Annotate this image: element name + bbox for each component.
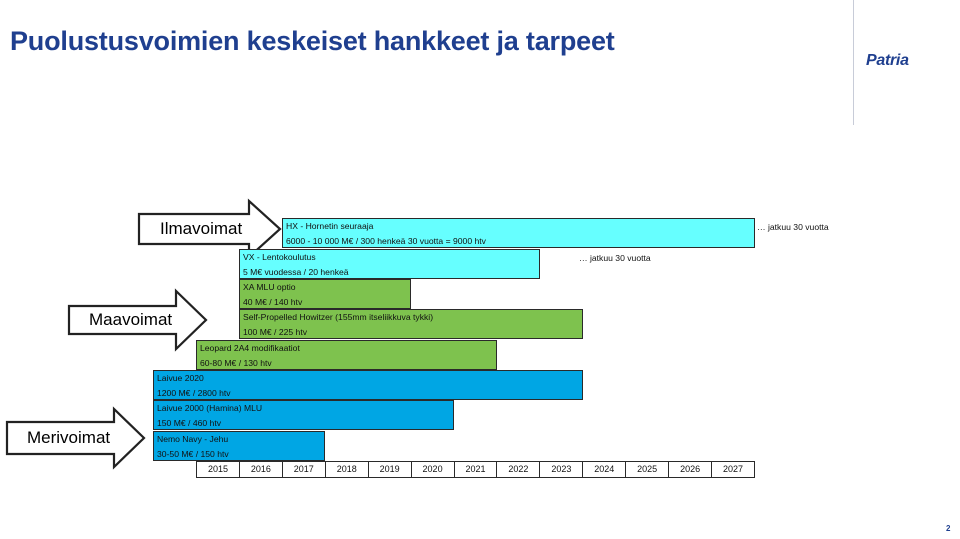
project-bar-vx xyxy=(239,249,540,279)
year-label: 2025 xyxy=(626,462,669,477)
project-bar-howitzer xyxy=(239,309,583,339)
project-name: XA MLU optio xyxy=(243,282,296,292)
project-bar-laivue-2020 xyxy=(153,370,583,400)
year-label: 2022 xyxy=(497,462,540,477)
year-label: 2023 xyxy=(540,462,583,477)
year-label: 2021 xyxy=(455,462,498,477)
project-bar-xa-mlu xyxy=(239,279,411,309)
project-details: 6000 - 10 000 M€ / 300 henkeä 30 vuotta = 9000 htv xyxy=(286,235,486,246)
project-details: 5 M€ vuodessa / 20 henkeä xyxy=(243,266,349,277)
project-bar-hx xyxy=(282,218,755,248)
project-name: Laivue 2020 xyxy=(157,373,204,383)
year-label: 2017 xyxy=(283,462,326,477)
page-number: 2 xyxy=(946,524,951,533)
project-details: 60-80 M€ / 130 htv xyxy=(200,357,272,368)
year-label: 2016 xyxy=(240,462,283,477)
patria-logo: Patria xyxy=(866,52,909,69)
project-bar-leopard xyxy=(196,340,497,370)
project-bar-nemo-navy xyxy=(153,431,325,461)
year-label: 2024 xyxy=(583,462,626,477)
slide-title: Puolustusvoimien keskeiset hankkeet ja tarpeet xyxy=(10,26,615,56)
project-details: 150 M€ / 460 htv xyxy=(157,417,222,428)
project-details: 100 M€ / 225 htv xyxy=(243,326,308,337)
branch-label-air: Ilmavoimat xyxy=(160,219,243,238)
continuation-note-hx: … jatkuu 30 vuotta xyxy=(757,222,829,232)
year-label: 2020 xyxy=(412,462,455,477)
project-name: Nemo Navy - Jehu xyxy=(157,434,229,444)
project-details: 40 M€ / 140 htv xyxy=(243,296,303,307)
year-label: 2018 xyxy=(326,462,369,477)
project-name: Leopard 2A4 modifikaatiot xyxy=(200,343,300,353)
year-label: 2027 xyxy=(723,464,744,474)
project-details: 1200 M€ / 2800 htv xyxy=(157,387,231,398)
project-name: VX - Lentokoulutus xyxy=(243,252,316,262)
year-label: 2026 xyxy=(669,462,712,477)
project-name: HX - Hornetin seuraaja xyxy=(286,221,374,231)
project-details: 30-50 M€ / 150 htv xyxy=(157,448,229,459)
year-label: 2015 xyxy=(197,462,240,477)
branch-label-navy: Merivoimat xyxy=(27,428,111,447)
branch-label-army: Maavoimat xyxy=(89,310,173,329)
project-name: Laivue 2000 (Hamina) MLU xyxy=(157,403,263,413)
year-label: 2019 xyxy=(369,462,412,477)
continuation-note-vx: … jatkuu 30 vuotta xyxy=(579,253,651,263)
project-bar-hamina-mlu xyxy=(153,400,454,430)
year-axis xyxy=(196,461,755,478)
project-name: Self-Propelled Howitzer (155mm itseliikkuva tykki) xyxy=(243,312,434,322)
